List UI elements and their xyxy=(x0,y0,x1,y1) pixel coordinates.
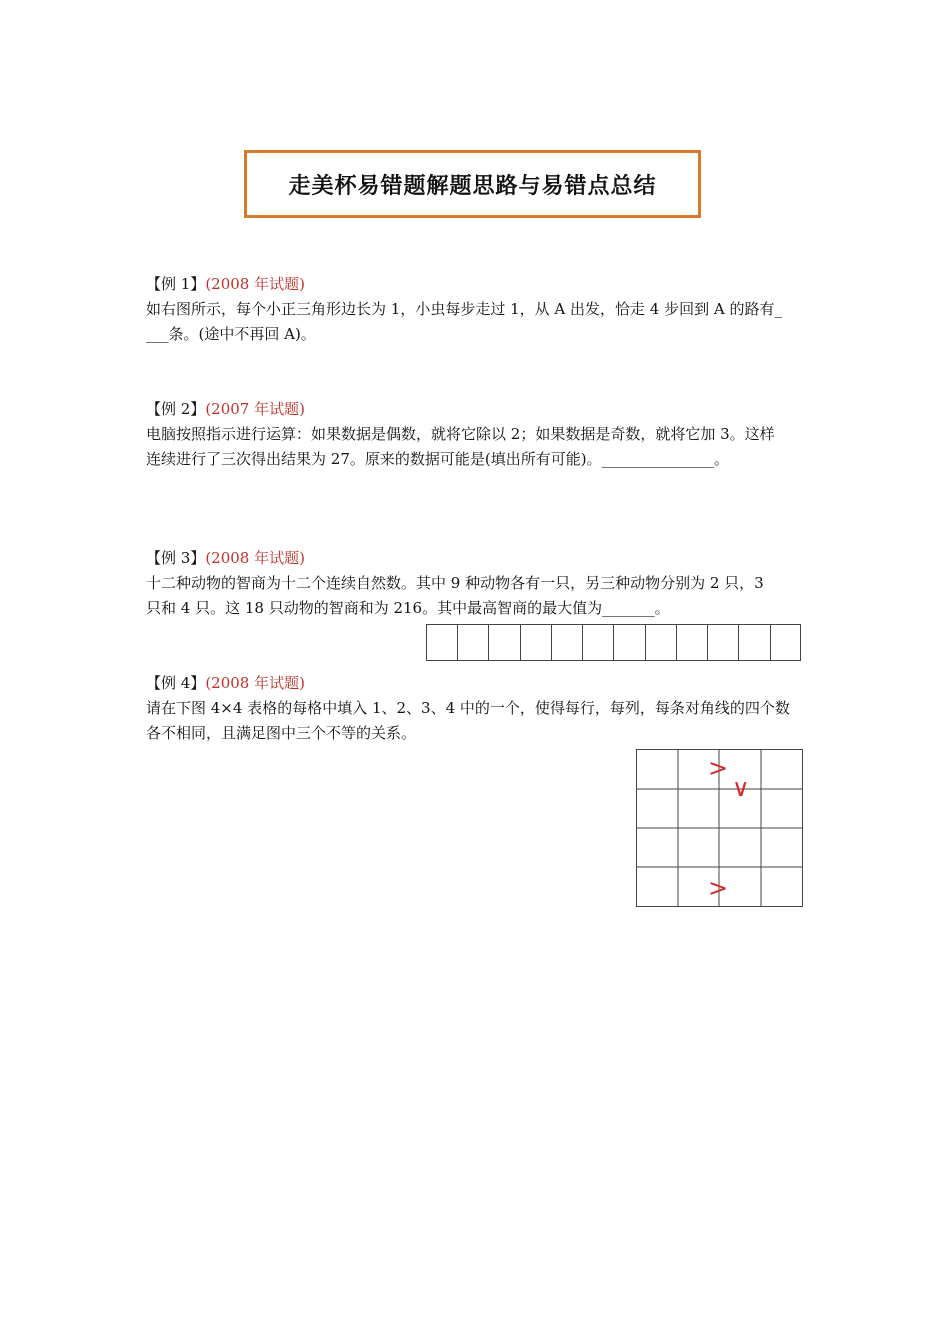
example-1-text-line2: ___条。(途中不再回 A)。 xyxy=(146,325,316,343)
example-2-text-line1: 电脑按照指示进行运算：如果数据是偶数，就将它除以 2；如果数据是奇数，就将它加 3。这样 xyxy=(146,425,775,443)
example-2-label-prefix: 【例 2】 xyxy=(146,400,206,418)
example-2-label xyxy=(146,397,808,422)
example-3-text-line2: 只和 4 只。这 18 只动物的智商和为 216。其中最高智商的最大值为_______。 xyxy=(146,599,670,617)
example-1-label-prefix: 【例 1】 xyxy=(146,275,206,293)
example-1-text-line1: 如右图所示，每个小正三角形边长为 1，小虫每步走过 1，从 A 出发，恰走 4 步回到 A 的路有_ xyxy=(146,300,782,318)
example-4-text-line2: 各不相同，且满足图中三个不等的关系。 xyxy=(146,724,417,742)
example-2 xyxy=(146,397,808,472)
twelve-box-row xyxy=(426,624,801,661)
title-box xyxy=(244,150,701,218)
example-4-year: (2008 年试题) xyxy=(205,674,305,692)
page-title: 走美杯易错题解题思路与易错点总结 xyxy=(288,172,657,199)
example-4-text-line1: 请在下图 4×4 表格的每格中填入 1、2、3、4 中的一个，使得每行，每列，每条对角线的四个数 xyxy=(146,699,790,717)
greater-than-vertical-mark: ∨ xyxy=(732,774,750,802)
example-2-text-line2: 连续进行了三次得出结果为 27。原来的数据可能是(填出所有可能)。_______________。 xyxy=(146,450,730,468)
example-3-year: (2008 年试题) xyxy=(205,549,305,567)
example-4 xyxy=(146,671,808,746)
twelve-box-row-svg xyxy=(426,624,801,661)
example-3 xyxy=(146,546,808,621)
example-2-year: (2007 年试题) xyxy=(205,400,305,418)
example-3-label xyxy=(146,546,808,571)
example-4-label-prefix: 【例 4】 xyxy=(146,674,206,692)
example-1-year: (2008 年试题) xyxy=(205,275,305,293)
greater-than-mark-bottom: > xyxy=(708,874,729,902)
example-4-label xyxy=(146,671,808,696)
example-3-label-prefix: 【例 3】 xyxy=(146,549,206,567)
example-3-text-line1: 十二种动物的智商为十二个连续自然数。其中 9 种动物各有一只，另三种动物分别为 2 只，3 xyxy=(146,574,764,592)
example-1 xyxy=(146,272,808,347)
greater-than-mark-top: > xyxy=(708,754,729,782)
example-1-label xyxy=(146,272,808,297)
